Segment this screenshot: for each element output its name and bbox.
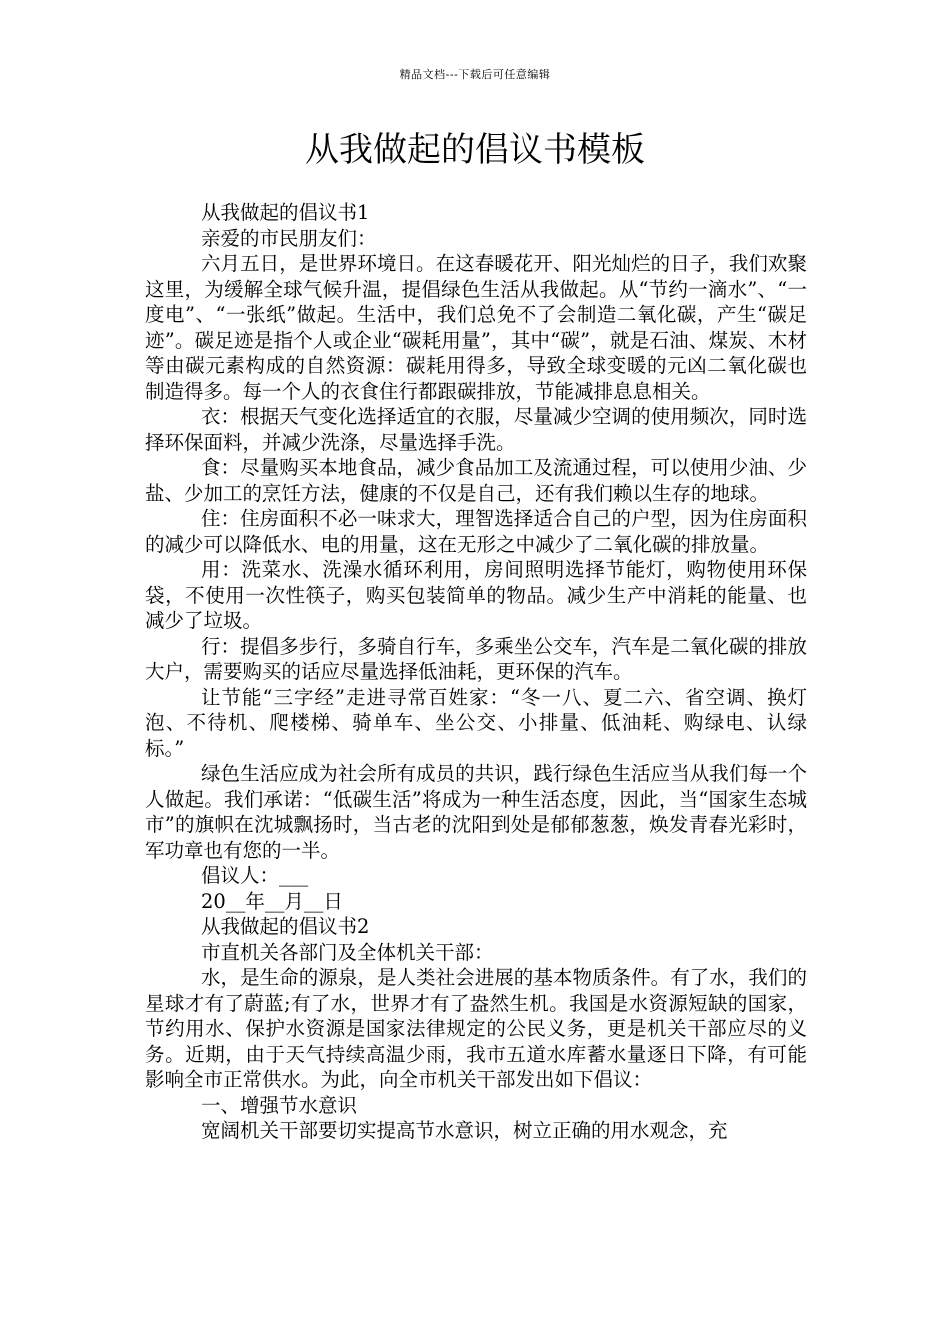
body-paragraph: 绿色生活应成为社会所有成员的共识，践行绿色生活应当从我们每一个人做起。我们承诺：“低碳生活”将成为一种生活态度，因此，当“国家生态城市”的旗帜在沈城飘扬时，当古老的沈阳到处是郁郁葱葱，焕发青春光彩时，军功章也有您的一半。 xyxy=(145,762,807,862)
body-paragraph: 用：洗菜水、洗澡水循环利用，房间照明选择节能灯，购物使用环保袋，不使用一次性筷子，购买包装简单的物品。减少生产中消耗的能量、也减少了垃圾。 xyxy=(145,558,807,632)
body-paragraph: 水，是生命的源泉，是人类社会进展的基本物质条件。有了水，我们的星球才有了蔚蓝;有了水，世界才有了盎然生机。我国是水资源短缺的国家，节约用水、保护水资源是国家法律规定的公民义务，更是机关干部应尽的义务。近期，由于天气持续高温少雨，我市五道水库蓄水量逐日下降，有可能影响全市正常供水。为此，向全市机关干部发出如下倡议： xyxy=(145,966,807,1091)
body-paragraph: 宽阔机关干部要切实提高节水意识，树立正确的用水观念，充 xyxy=(201,1119,728,1142)
date-line: 20__年__月__日 xyxy=(201,889,343,913)
subheading: 一、增强节水意识 xyxy=(201,1093,358,1117)
salutation-1: 亲爱的市民朋友们： xyxy=(201,226,377,250)
signature-line: 倡议人：___ xyxy=(201,864,309,887)
document-body xyxy=(145,200,807,1144)
body-paragraph: 食：尽量购买本地食品，减少食品加工及流通过程，可以使用少油、少盐、少加工的烹饪方法，健康的不仅是自己，还有我们赖以生存的地球。 xyxy=(145,456,807,505)
document-title: 从我做起的倡议书模板 xyxy=(305,130,645,170)
section-heading-1: 从我做起的倡议书1 xyxy=(201,201,370,224)
body-paragraph: 让节能“三字经”走进寻常百姓家：“冬一八、夏二六、省空调、换灯泡、不待机、爬楼梯、骑单车、坐公交、小排量、低油耗、购绿电、认绿标。” xyxy=(145,685,807,760)
body-paragraph: 衣：根据天气变化选择适宜的衣服，尽量减少空调的使用频次，同时选择环保面料，并减少洗涤，尽量选择手洗。 xyxy=(145,405,807,454)
body-paragraph: 住：住房面积不必一味求大，理智选择适合自己的户型，因为住房面积的减少可以降低水、电的用量，这在无形之中减少了二氧化碳的排放量。 xyxy=(145,507,807,556)
salutation-2: 市直机关各部门及全体机关干部： xyxy=(201,940,494,964)
document-header-note: 精品文档---下载后可任意编辑 xyxy=(399,68,551,81)
section-heading-2: 从我做起的倡议书2 xyxy=(201,915,370,938)
body-paragraph: 行：提倡多步行，多骑自行车，多乘坐公交车，汽车是二氧化碳的排放大户，需要购买的话应尽量选择低油耗，更环保的汽车。 xyxy=(145,634,807,683)
body-paragraph: 六月五日，是世界环境日。在这春暖花开、阳光灿烂的日子，我们欢聚这里，为缓解全球气候升温，提倡绿色生活从我做起。从“节约一滴水”、“一度电”、“一张纸”做起。生活中，我们总免不了会制造二氧化碳，产生“碳足迹”。碳足迹是指个人或企业“碳耗用量”，其中“碳”，就是石油、煤炭、木材等由碳元素构成的自然资源：碳耗用得多，导致全球变暖的元凶二氧化碳也制造得多。每一个人的衣食住行都跟碳排放，节能减排息息相关。 xyxy=(145,252,807,403)
